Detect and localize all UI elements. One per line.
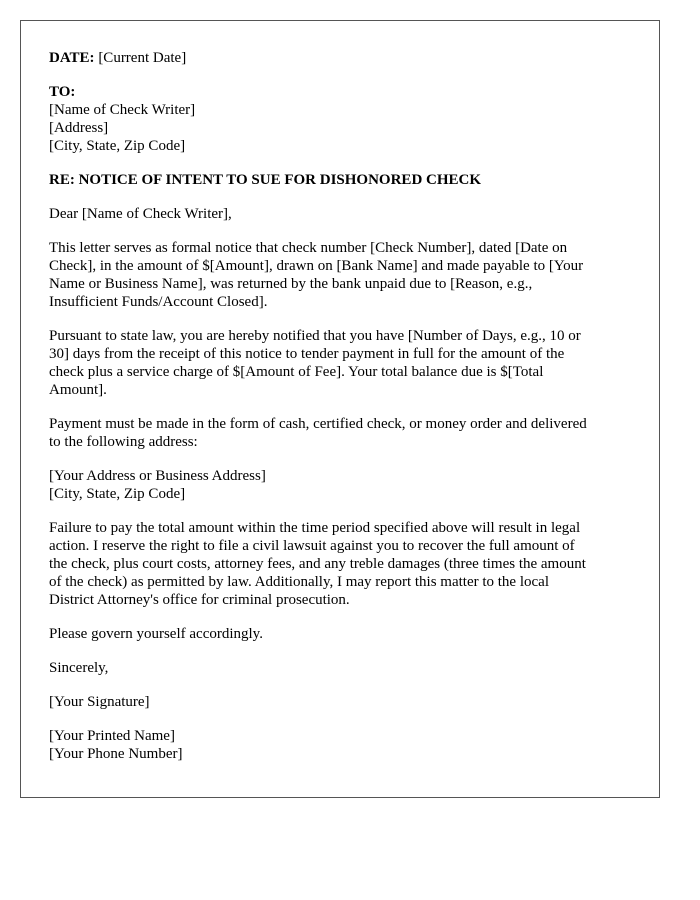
paragraph-line: Name or Business Name], was returned by the bank unpaid due to [Reason, e.g.,: [49, 276, 533, 292]
paragraph-line: to the following address:: [49, 434, 198, 450]
recipient-name: [Name of Check Writer]: [49, 102, 196, 118]
govern-line: Please govern yourself accordingly.: [49, 626, 263, 642]
salutation: Dear [Name of Check Writer],: [49, 206, 232, 222]
paragraph-line: Failure to pay the total amount within the time period specified above will result in legal: [49, 520, 581, 536]
paragraph-line: Check], in the amount of $[Amount], drawn on [Bank Name] and made payable to [Your: [49, 258, 584, 274]
date-label: DATE:: [49, 50, 95, 66]
letter-frame: [20, 20, 660, 798]
paragraph-line: Insufficient Funds/Account Closed].: [49, 294, 268, 310]
paragraph-line: check plus a service charge of $[Amount of Fee]. Your total balance due is $[Total: [49, 364, 544, 380]
date-value: [Current Date]: [94, 50, 187, 66]
recipient-address: [Address]: [49, 120, 109, 136]
payment-address-line: [Your Address or Business Address]: [49, 468, 266, 484]
recipient-city-state-zip: [City, State, Zip Code]: [49, 138, 186, 154]
paragraph-line: Pursuant to state law, you are hereby notified that you have [Number of Days, e.g., 10 or: [49, 328, 581, 344]
paragraph-line: action. I reserve the right to file a civil lawsuit against you to recover the full amount of: [49, 538, 575, 554]
paragraph-line: of the check) as permitted by law. Additionally, I may report this matter to the local: [49, 574, 549, 590]
payment-paragraph: [49, 415, 637, 451]
subject-line: RE: NOTICE OF INTENT TO SUE FOR DISHONORED CHECK: [49, 172, 482, 188]
deadline-paragraph: [49, 327, 637, 399]
paragraph-line: Amount].: [49, 382, 107, 398]
paragraph-line: the check, plus court costs, attorney fees, and any treble damages (three times the amount: [49, 556, 586, 572]
closing-line: Sincerely,: [49, 660, 109, 676]
payment-address-block: [49, 467, 637, 503]
notice-paragraph: [49, 239, 637, 311]
paragraph-line: 30] days from the receipt of this notice to tender payment in full for the amount of the: [49, 346, 565, 362]
signature-placeholder: [Your Signature]: [49, 694, 150, 710]
signer-phone-number: [Your Phone Number]: [49, 746, 183, 762]
recipient-label: TO:: [49, 84, 76, 100]
payment-city-state-zip: [City, State, Zip Code]: [49, 486, 186, 502]
letter-body: [49, 49, 637, 779]
paragraph-line: Payment must be made in the form of cash, certified check, or money order and delivered: [49, 416, 587, 432]
date-line: [49, 49, 637, 67]
paragraph-line: District Attorney's office for criminal prosecution.: [49, 592, 350, 608]
paragraph-line: This letter serves as formal notice that check number [Check Number], dated [Date on: [49, 240, 568, 256]
recipient-block: [49, 83, 637, 155]
consequences-paragraph: [49, 519, 637, 609]
signer-block: [49, 727, 637, 763]
signer-printed-name: [Your Printed Name]: [49, 728, 175, 744]
